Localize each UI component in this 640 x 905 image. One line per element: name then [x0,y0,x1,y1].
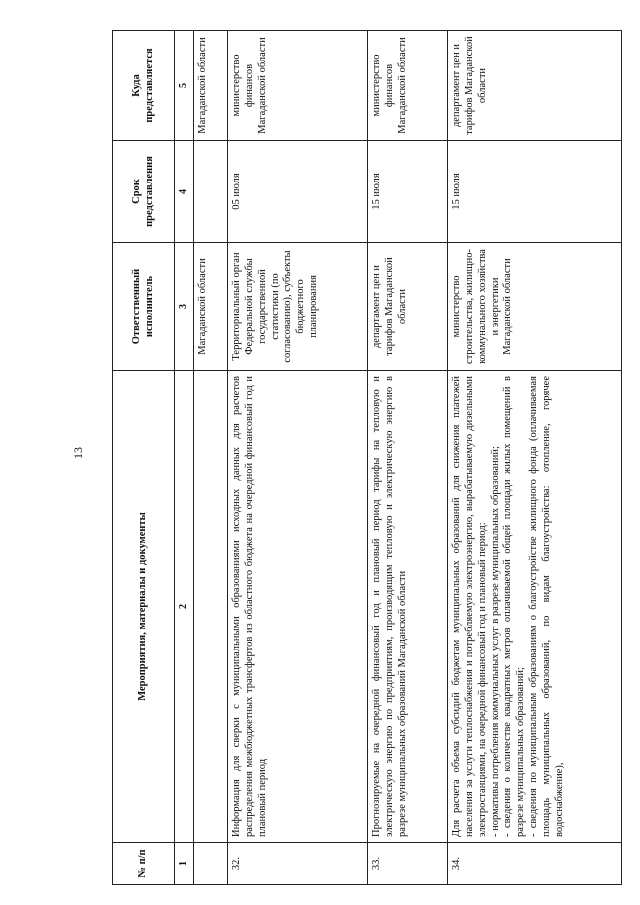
row-recipient-cell: департамент цен и тарифов Магаданской области [448,31,622,141]
header-deadline: Срок представления [113,141,175,243]
row-num-cell [194,843,228,885]
measures-line: - сведения о количестве квадратных метров оплачиваемой общей площади жилых помещений в разрезе муниципальных образований; [502,376,527,837]
column-index-cell: 4 [175,141,194,243]
row-deadline-cell: 05 июля [228,141,368,243]
row-recipient-cell: Магаданской области [194,31,228,141]
row-deadline-cell: 15 июля [448,141,622,243]
page-number: 13 [71,447,85,459]
header-num: № п/п [113,843,175,885]
row-measures-cell [194,371,228,843]
column-index-cell: 2 [175,371,194,843]
header-executor: Ответственный исполнитель [113,243,175,371]
table-row [448,31,622,885]
table-header-row [113,31,175,885]
table-row [194,31,228,885]
row-deadline-cell: 15 июля [368,141,448,243]
row-measures-cell: Прогнозируемые на очередной финансовый год и плановый период тарифы на тепловую и электрическую энергию по предприятиям, производящим тепловую и электрическую энергию в разрезе муниципальных образований Магаданской области [368,371,448,843]
row-recipient-cell: министерство финансов Магаданской области [228,31,368,141]
row-num-cell: 34. [448,843,622,885]
row-executor-cell: Магаданской области [194,243,228,371]
row-num-cell: 32. [228,843,368,885]
column-index-cell: 3 [175,243,194,371]
measures-line: Для расчета объема субсидий бюджетам муниципальных образований для снижения платежей населения за услуги теплоснабжения и потребляемую электроэнергию, вырабатываемую дизельными электростанциями, на очередной финансовый год и плановый период: [451,376,488,837]
row-deadline-cell [194,141,228,243]
measures-line: - сведения по муниципальным образованиям о благоустройстве жилищного фонда (оплачиваемая площадь муниципальных образований, по видам благоустройства: отопление, горячее водоснабжение), [527,376,565,837]
header-measures: Мероприятия, материалы и документы [113,371,175,843]
row-measures-cell: Информация для сверки с муниципальными образованиями исходных данных для расчетов распределения межбюджетных трансфертов из областного бюджета на очередной финансовый год и плановый период [228,371,368,843]
measures-table [112,30,622,885]
column-index-cell: 1 [175,843,194,885]
row-executor-cell: департамент цен и тарифов Магаданской области [368,243,448,371]
column-index-cell: 5 [175,31,194,141]
table-row [368,31,448,885]
row-recipient-cell: министерство финансов Магаданской области [368,31,448,141]
table-row [228,31,368,885]
measures-line: - нормативы потребления коммунальных услуг в разрезе муниципальных образований; [489,446,501,837]
column-index-row [175,31,194,885]
header-recipient: Куда представляется [113,31,175,141]
row-executor-cell: Территориальный орган Федеральной службы государственной статистики (по согласованию), субъекты бюджетного планирования [228,243,368,371]
row-measures-cell [448,371,622,843]
row-executor-cell: министерство строительства, жилищно-коммунального хозяйства и энергетики Магаданской области [448,243,622,371]
rotated-page-content [112,31,622,885]
row-num-cell: 33. [368,843,448,885]
